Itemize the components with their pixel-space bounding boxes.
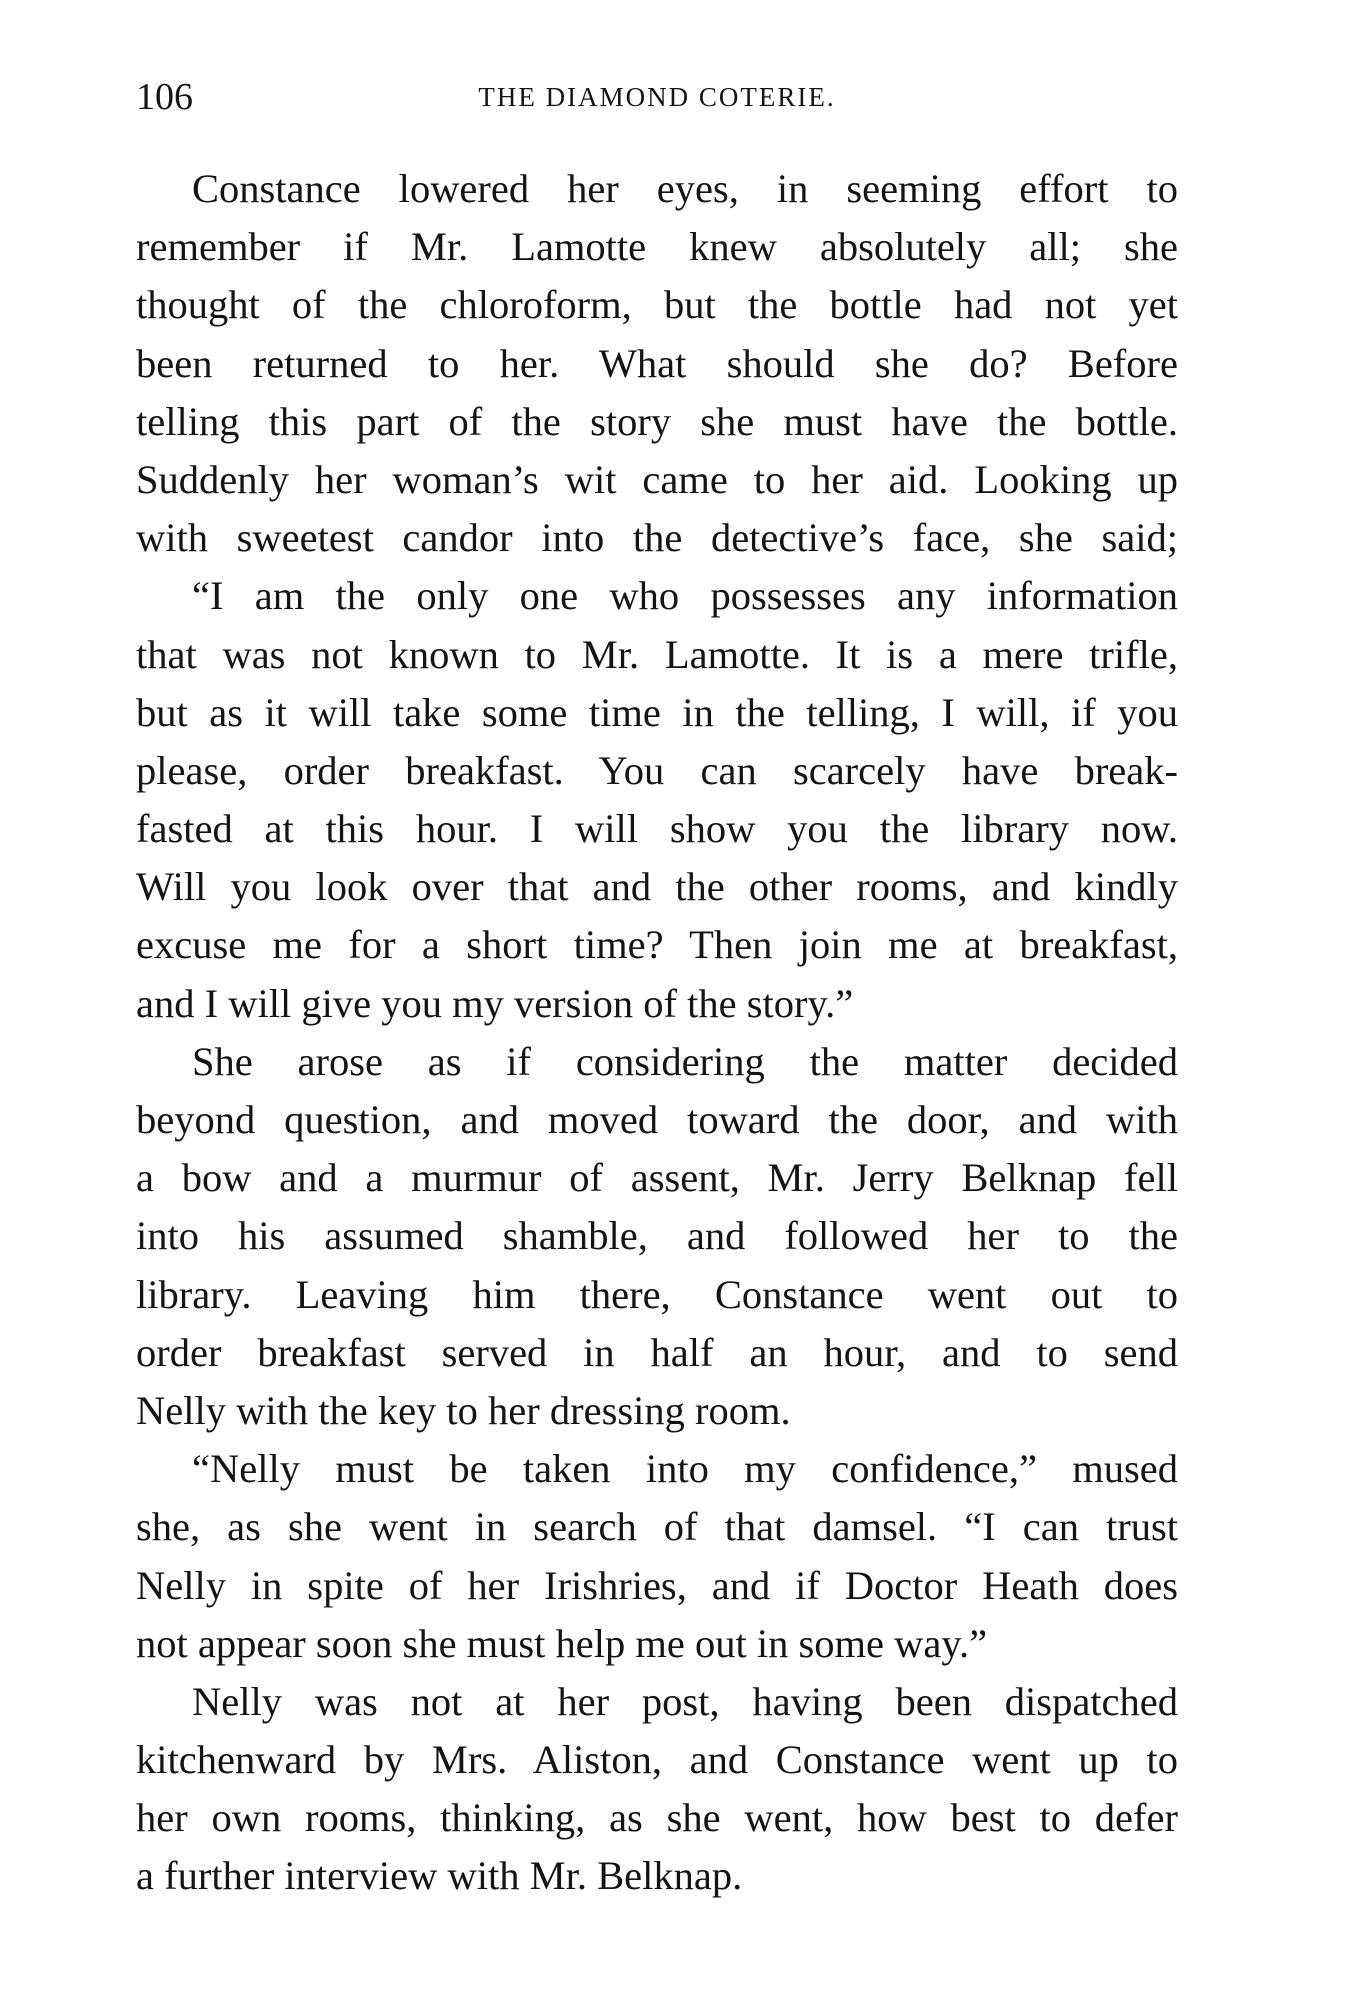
text-line: kitchenward by Mrs. Aliston, and Constance went up to <box>136 1737 1178 1783</box>
text-line: please, order breakfast. You can scarcely have break- <box>136 747 1178 793</box>
running-title: THE DIAMOND COTERIE. <box>478 82 836 112</box>
text-line: into his assumed shamble, and followed her to the <box>136 1213 1178 1259</box>
text-line: Will you look over that and the other rooms, and kindly <box>136 864 1178 910</box>
text-line: a further interview with Mr. Belknap. <box>136 1853 743 1899</box>
text-line: Nelly with the key to her dressing room. <box>136 1387 791 1433</box>
text-line: Suddenly her woman’s wit came to her aid. Looking up <box>136 456 1178 502</box>
body-text <box>136 160 1178 1906</box>
text-line: Constance lowered her eyes, in seeming effort to <box>192 166 1178 211</box>
text-line: Nelly in spite of her Irishries, and if Doctor Heath does <box>136 1562 1178 1608</box>
text-line: excuse me for a short time? Then join me at breakfast, <box>136 922 1178 968</box>
text-line: not appear soon she must help me out in some way.” <box>136 1620 988 1666</box>
text-line: “Nelly must be taken into my confidence,” mused <box>192 1446 1178 1492</box>
text-line: telling this part of the story she must have the bottle. <box>136 398 1178 444</box>
text-line: with sweetest candor into the detective’s face, she said; <box>136 515 1178 561</box>
text-line: that was not known to Mr. Lamotte. It is a mere trifle, <box>136 631 1178 677</box>
text-line: her own rooms, thinking, as she went, how best to defer <box>136 1795 1178 1841</box>
text-line: been returned to her. What should she do? Before <box>136 340 1178 386</box>
text-line: she, as she went in search of that damsel. “I can trust <box>136 1504 1178 1550</box>
text-line: remember if Mr. Lamotte knew absolutely all; she <box>136 224 1178 270</box>
text-line: but as it will take some time in the telling, I will, if you <box>136 689 1178 735</box>
text-line: fasted at this hour. I will show you the library now. <box>136 806 1178 852</box>
text-line: beyond question, and moved toward the door, and with <box>136 1097 1178 1142</box>
text-line: “I am the only one who possesses any information <box>192 573 1178 619</box>
text-line: She arose as if considering the matter decided <box>192 1038 1178 1084</box>
page-number: 106 <box>136 76 193 118</box>
text-line: order breakfast served in half an hour, and to send <box>136 1329 1178 1375</box>
text-line: library. Leaving him there, Constance went out to <box>136 1271 1178 1317</box>
text-line: thought of the chloroform, but the bottle had not yet <box>136 282 1178 328</box>
text-line: Nelly was not at her post, having been dispatched <box>192 1678 1178 1724</box>
text-line: and I will give you my version of the story.” <box>136 980 854 1026</box>
page-header <box>136 72 1178 122</box>
text-line: a bow and a murmur of assent, Mr. Jerry Belknap fell <box>136 1155 1178 1201</box>
